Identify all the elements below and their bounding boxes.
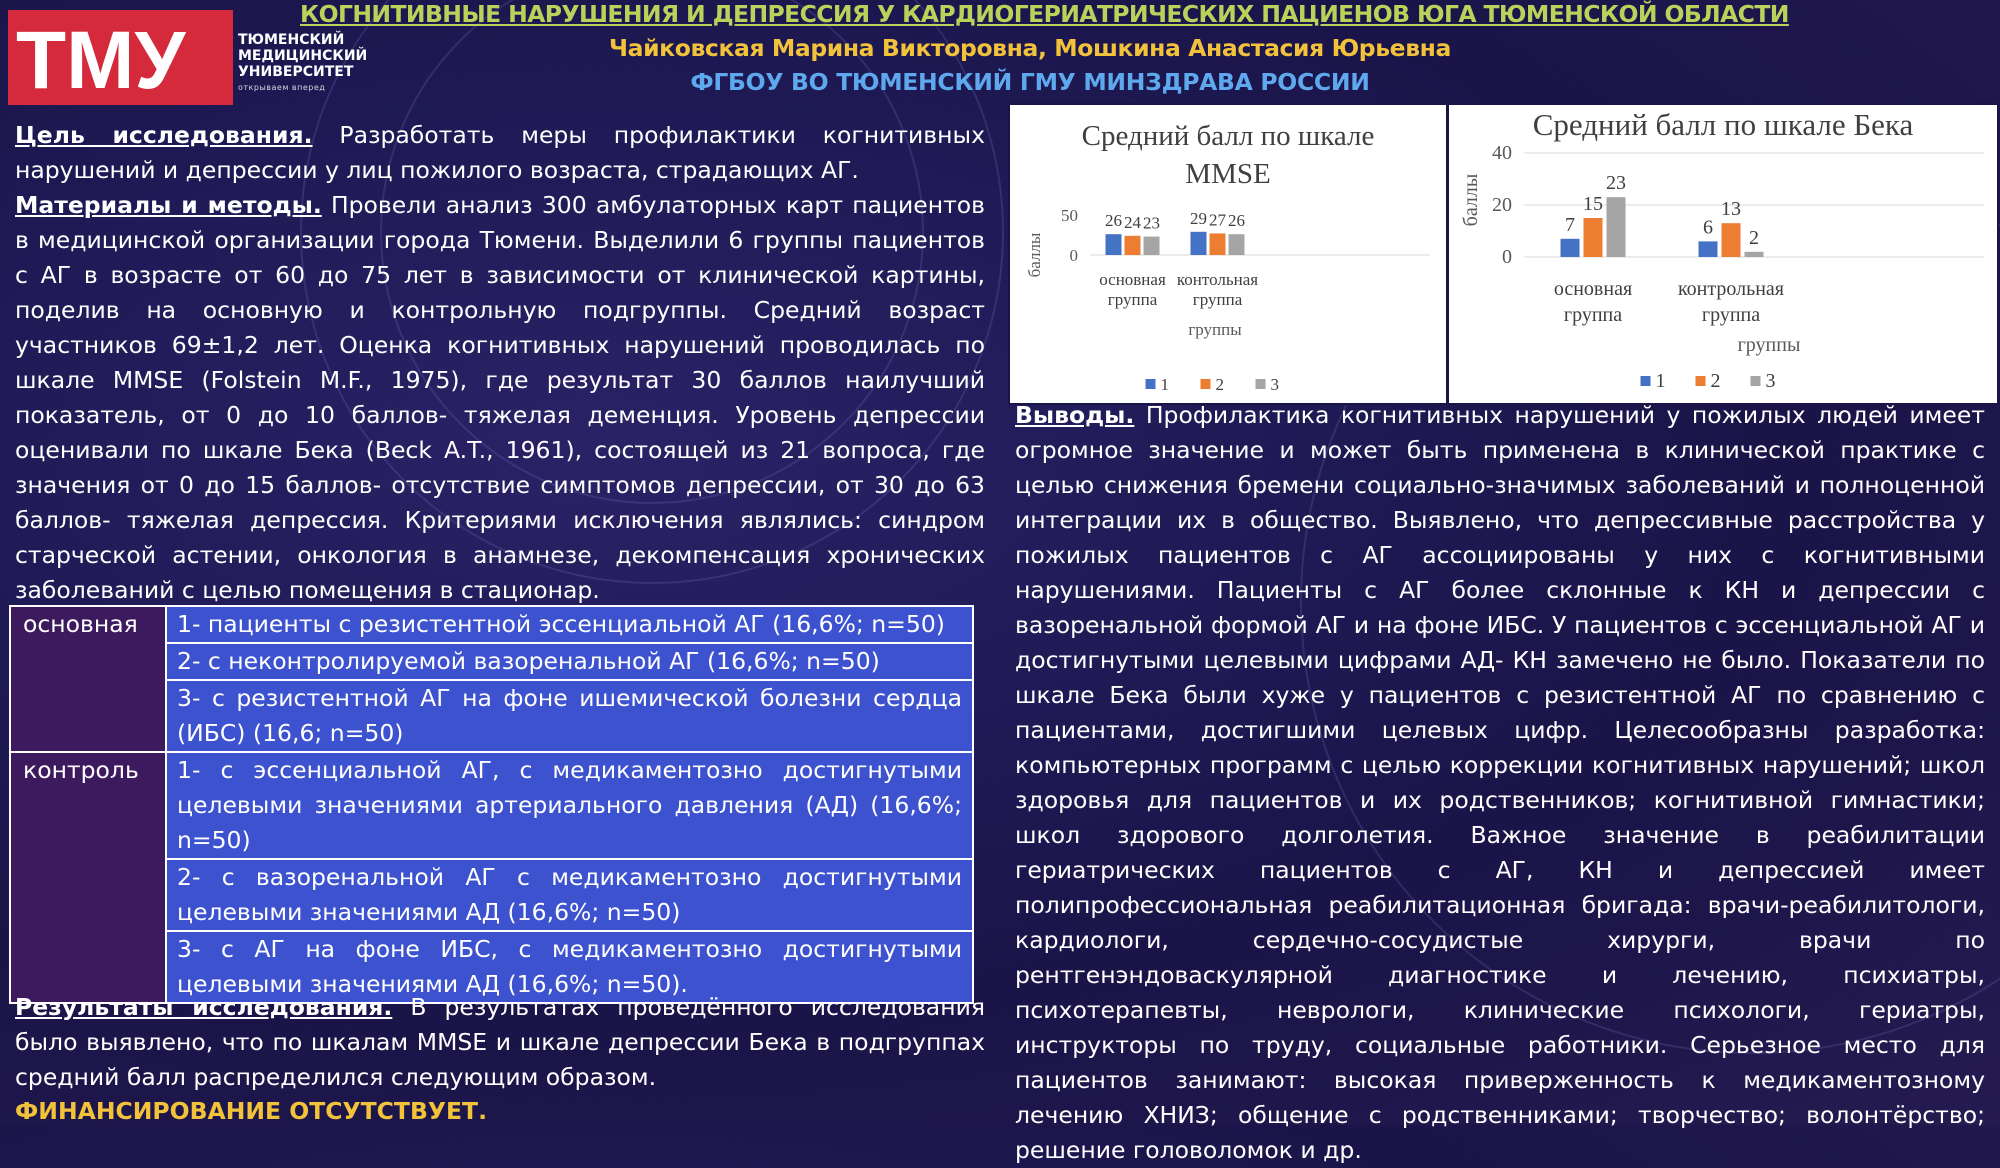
mmse-chart-panel [1008, 103, 1448, 405]
results-heading: Результаты исследования. [15, 993, 393, 1021]
data-label: 24 [1124, 212, 1141, 232]
methods-section [15, 188, 985, 608]
data-label: 26 [1105, 211, 1122, 231]
results-text: В результатах проведённого исследования было выявлено, что по шкалам MMSE и шкале депрессии Бека в подгруппах средний балл распределился следующим образом. [15, 993, 985, 1091]
y-tick-label: 50 [1061, 206, 1078, 225]
chart-bar [1607, 197, 1626, 257]
chart-bar [1125, 236, 1141, 255]
data-label: 23 [1606, 172, 1626, 195]
category-label: группа [1107, 290, 1158, 309]
poster-title: КОГНИТИВНЫЕ НАРУШЕНИЯ И ДЕПРЕССИЯ У КАРДИОГЕРИАТРИЧЕСКИХ ПАЦИЕНОВ ЮГА ТЮМЕНСКОЙ ОБЛАСТИ [300, 0, 1789, 28]
chart-bar [1210, 233, 1226, 255]
group-item: 2- с вазоренальной АГ с медикаментозно достигнутыми целевыми значениями АД (16,6%; n=50) [166, 859, 973, 931]
chart-bar [1699, 241, 1718, 257]
funding-note: ФИНАНСИРОВАНИЕ ОТСУТСТВУЕТ. [15, 1097, 487, 1125]
poster-authors: Чайковская Марина Викторовна, Мошкина Анастасия Юрьевна [609, 34, 1451, 62]
chart-bar [1561, 239, 1580, 257]
chart-bar [1106, 234, 1122, 255]
data-label: 29 [1190, 208, 1207, 228]
goal-heading: Цель исследования. [15, 121, 313, 149]
category-label: основная [1553, 278, 1633, 300]
group-name-control: контроль [10, 752, 166, 1003]
chart-bar [1229, 234, 1245, 255]
results-section [15, 990, 985, 1095]
category-label: контольная [1176, 270, 1259, 289]
legend-label: 1 [1655, 370, 1666, 392]
legend-swatch [1641, 376, 1651, 386]
groups-table [9, 605, 974, 1004]
y-tick-label: 40 [1492, 142, 1512, 164]
data-label: 26 [1228, 211, 1245, 231]
conclusions-section [1015, 398, 1985, 1168]
logo-mark-text: ТМУ [16, 15, 186, 105]
table-row [10, 606, 973, 643]
table-row [10, 752, 973, 859]
category-label: группа [1192, 290, 1243, 309]
legend-swatch [1696, 376, 1706, 386]
y-tick-label: 0 [1069, 246, 1078, 265]
goal-text: Разработать меры профилактики когнитивных нарушений и депрессии у лиц пожилого возраста, страдающих АГ. [15, 121, 985, 184]
legend-label: 2 [1710, 370, 1721, 392]
chart-title: MMSE [1185, 158, 1271, 190]
logo-line: ТЮМЕНСКИЙ [238, 32, 345, 48]
data-label: 27 [1209, 210, 1226, 230]
beck-chart [1449, 105, 1997, 403]
right-column [1015, 398, 1985, 1168]
legend-label: 3 [1765, 370, 1776, 392]
group-item: 3- с резистентной АГ на фоне ишемической болезни сердца (ИБС) (16,6; n=50) [166, 680, 973, 752]
group-item: 1- с эссенциальной АГ, с медикаментозно достигнутыми целевыми значениями артериального давления (АД) (16,6%; n=50) [166, 752, 973, 859]
mmse-chart [1010, 105, 1446, 403]
data-label: 13 [1721, 198, 1741, 221]
conclusions-heading: Выводы. [1015, 401, 1135, 429]
category-label: группа [1563, 304, 1623, 326]
data-label: 7 [1565, 213, 1575, 236]
poster-organization: ФГБОУ ВО ТЮМЕНСКИЙ ГМУ МИНЗДРАВА РОССИИ [690, 68, 1370, 96]
y-tick-label: 0 [1502, 246, 1512, 268]
goal-section [15, 118, 985, 188]
y-axis-label: баллы [1025, 232, 1044, 278]
y-tick-label: 20 [1492, 194, 1512, 216]
x-axis-label: группы [1737, 334, 1801, 356]
y-axis-label: баллы [1460, 173, 1482, 227]
data-label: 15 [1583, 193, 1603, 215]
left-column [15, 118, 985, 608]
legend-swatch [1751, 376, 1761, 386]
legend-swatch [1256, 379, 1266, 389]
chart-bar [1191, 232, 1207, 255]
tmu-logo-mark [8, 10, 233, 105]
legend-label: 1 [1160, 375, 1169, 394]
legend-label: 3 [1270, 375, 1279, 394]
data-label: 23 [1143, 213, 1160, 233]
logo-line: МЕДИЦИНСКИЙ [238, 48, 368, 64]
logo-tagline: открываем вперед [238, 83, 326, 92]
conclusions-text: Профилактика когнитивных нарушений у пожилых людей имеет огромное значение и может быть применена в клинической практике с целью снижения бремени социально-значимых заболеваний и полноценной интеграции их в общество. Выявлено, что депрессивные расстройства у пожилых пациентов с АГ ассоциированы у них с когнитивными нарушениями. Пациенты с АГ более склонные к КН и депрессии с вазоренальной формой АГ и на фоне ИБС. У пациентов с эссенциальной АГ и достигнутыми целевыми цифрами АД- КН замечено не было. Показатели по шкале Бека были хуже у пациентов с резистентной АГ по сравнению с пациентами, достигшими целевых цифр. Целесообразны разработка: компьютерных программ с целью коррекции когнитивных нарушений; школ здоровья для пациентов и их родственников; когнитивной гимнастики; школ здорового долголетия. Важное значение в реабилитации гериатрических пациентов с АГ, КН и депрессией имеет полипрофессиональная реабилитационная бригада: врачи-реабилитологи, кардиологи, сердечно-сосудистые хирурги, врачи по рентгенэндоваскулярной диагностике и лечению, психиатры, психотерапевты, неврологи, клинические психологи, гериатры, инструкторы по труду, социальные работники. Серьезное место для пациентов занимают: высокая приверженность к медикаментозному лечению ХНИЗ; общение с родственниками; творчество; волонтёрство; решение головоломок и др. [1015, 401, 1985, 1164]
data-label: 6 [1703, 216, 1713, 239]
methods-text: Провели анализ 300 амбулаторных карт пациентов в медицинской организации города Тюмени. Выделили 6 группы пациентов с АГ в возрасте от 60 до 75 лет в зависимости от клинической картины, поделив на основную и контрольную подгруппы. Средний возраст участников 69±1,2 лет. Оценка когнитивных нарушений проводилась по шкале MMSE (Folstein M.F., 1975), где результат 30 баллов наилучший показатель, от 0 до 10 баллов- тяжелая деменция. Уровень депрессии оценивали по шкале Бека (Beck A.T., 1961), состоящей из 21 вопроса, где значения от 0 до 15 баллов- отсутствие симптомов депрессии, от 30 до 63 баллов- тяжелая депрессия. Критериями исключения являлись: синдром старческой астении, онкология в анамнезе, декомпенсация хронических заболеваний с целью помещения в стационар. [15, 191, 985, 604]
group-item: 1- пациенты с резистентной эссенциальной АГ (16,6%; n=50) [166, 606, 973, 643]
chart-title: Средний балл по шкале [1081, 120, 1375, 152]
category-label: контрольная [1677, 278, 1785, 300]
group-item: 2- с неконтролируемой вазоренальной АГ (16,6%; n=50) [166, 643, 973, 680]
chart-title: Средний балл по шкале Бека [1532, 107, 1914, 142]
group-item: 3- с АГ на фоне ИБС, с медикаментозно достигнутыми целевыми значениями АД (16,6%; n=50). [166, 931, 973, 1003]
data-label: 2 [1749, 226, 1759, 249]
chart-bar [1722, 223, 1741, 257]
logo-line: УНИВЕРСИТЕТ [238, 64, 354, 80]
category-label: группа [1701, 304, 1761, 326]
university-logo [8, 10, 368, 105]
results-paragraph [15, 990, 985, 1095]
legend-label: 2 [1215, 375, 1224, 394]
chart-bar [1745, 252, 1764, 257]
legend-swatch [1201, 379, 1211, 389]
beck-chart-panel [1447, 103, 1999, 405]
x-axis-label: группы [1188, 320, 1242, 339]
group-name-main: основная [10, 606, 166, 752]
chart-bar [1144, 237, 1160, 255]
category-label: основная [1099, 270, 1166, 289]
chart-bar [1584, 218, 1603, 257]
legend-swatch [1146, 379, 1156, 389]
methods-heading: Материалы и методы. [15, 191, 322, 219]
